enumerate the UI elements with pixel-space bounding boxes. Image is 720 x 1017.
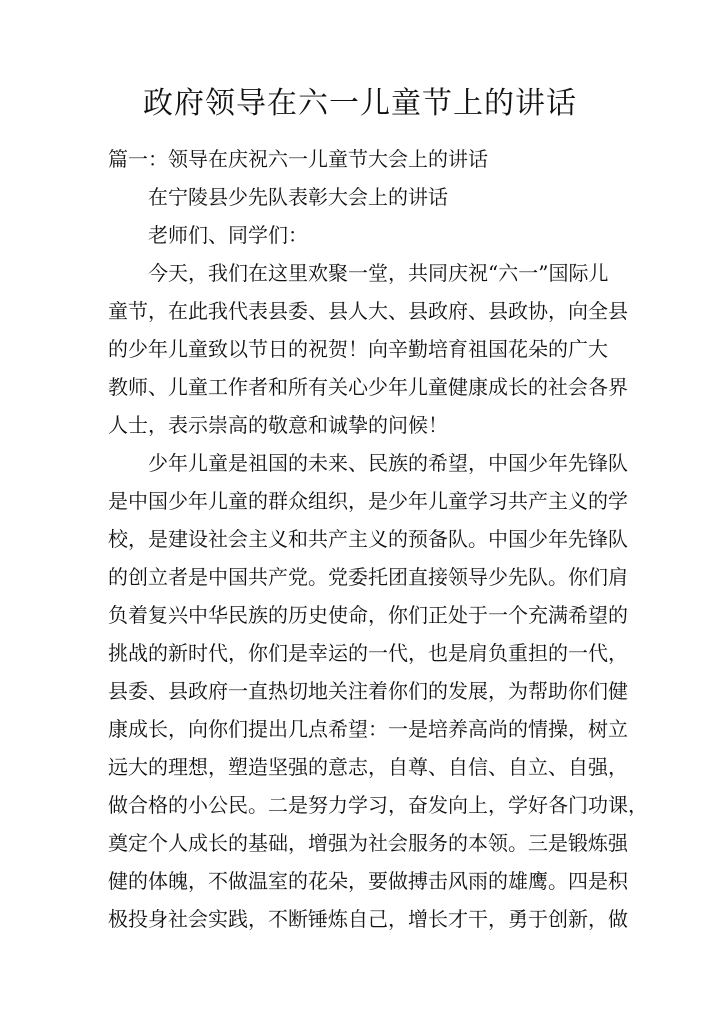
paragraph-line: 的少年儿童致以节日的祝贺！向辛勤培育祖国花朵的广大 [108,337,608,361]
paragraph-line: 做合格的小公民。二是努力学习，奋发向上，学好各门功课， [108,793,648,817]
paragraph-line: 健的体魄，不做温室的花朵，要做搏击风雨的雄鹰。四是积 [108,869,628,893]
speech-subtitle: 在宁陵县少先队表彰大会上的讲话 [148,185,448,209]
paragraph-line: 康成长，向你们提出几点希望：一是培养高尚的情操，树立 [108,717,628,741]
paragraph-line: 挑战的新时代，你们是幸运的一代，也是肩负重担的一代， [108,641,628,665]
paragraph-line: 人士，表示崇高的敬意和诚挚的问候！ [108,413,448,437]
section-heading: 篇一：领导在庆祝六一儿童节大会上的讲话 [108,147,488,171]
paragraph-line: 负着复兴中华民族的历史使命，你们正处于一个充满希望的 [108,603,628,627]
paragraph-line: 今天，我们在这里欢聚一堂，共同庆祝“六一”国际儿 [148,261,609,285]
paragraph-line: 奠定个人成长的基础，增强为社会服务的本领。三是锻炼强 [108,831,628,855]
paragraph-line: 县委、县政府一直热切地关注着你们的发展，为帮助你们健 [108,679,628,703]
paragraph-line: 极投身社会实践，不断锤炼自己，增长才干，勇于创新，做 [108,907,628,931]
paragraph-line: 童节，在此我代表县委、县人大、县政府、县政协，向全县 [108,299,628,323]
salutation: 老师们、同学们： [148,223,308,247]
paragraph-line: 的创立者是中国共产党。党委托团直接领导少先队。你们肩 [108,565,628,589]
paragraph-line: 教师、儿童工作者和所有关心少年儿童健康成长的社会各界 [108,375,628,399]
paragraph-line: 少年儿童是祖国的未来、民族的希望，中国少年先锋队 [148,451,628,475]
paragraph-line: 远大的理想，塑造坚强的意志，自尊、自信、自立、自强， [108,755,628,779]
paragraph-line: 是中国少年儿童的群众组织，是少年儿童学习共产主义的学 [108,489,628,513]
paragraph-line: 校，是建设社会主义和共产主义的预备队。中国少年先锋队 [108,527,628,551]
document-title: 政府领导在六一儿童节上的讲话 [143,86,577,121]
